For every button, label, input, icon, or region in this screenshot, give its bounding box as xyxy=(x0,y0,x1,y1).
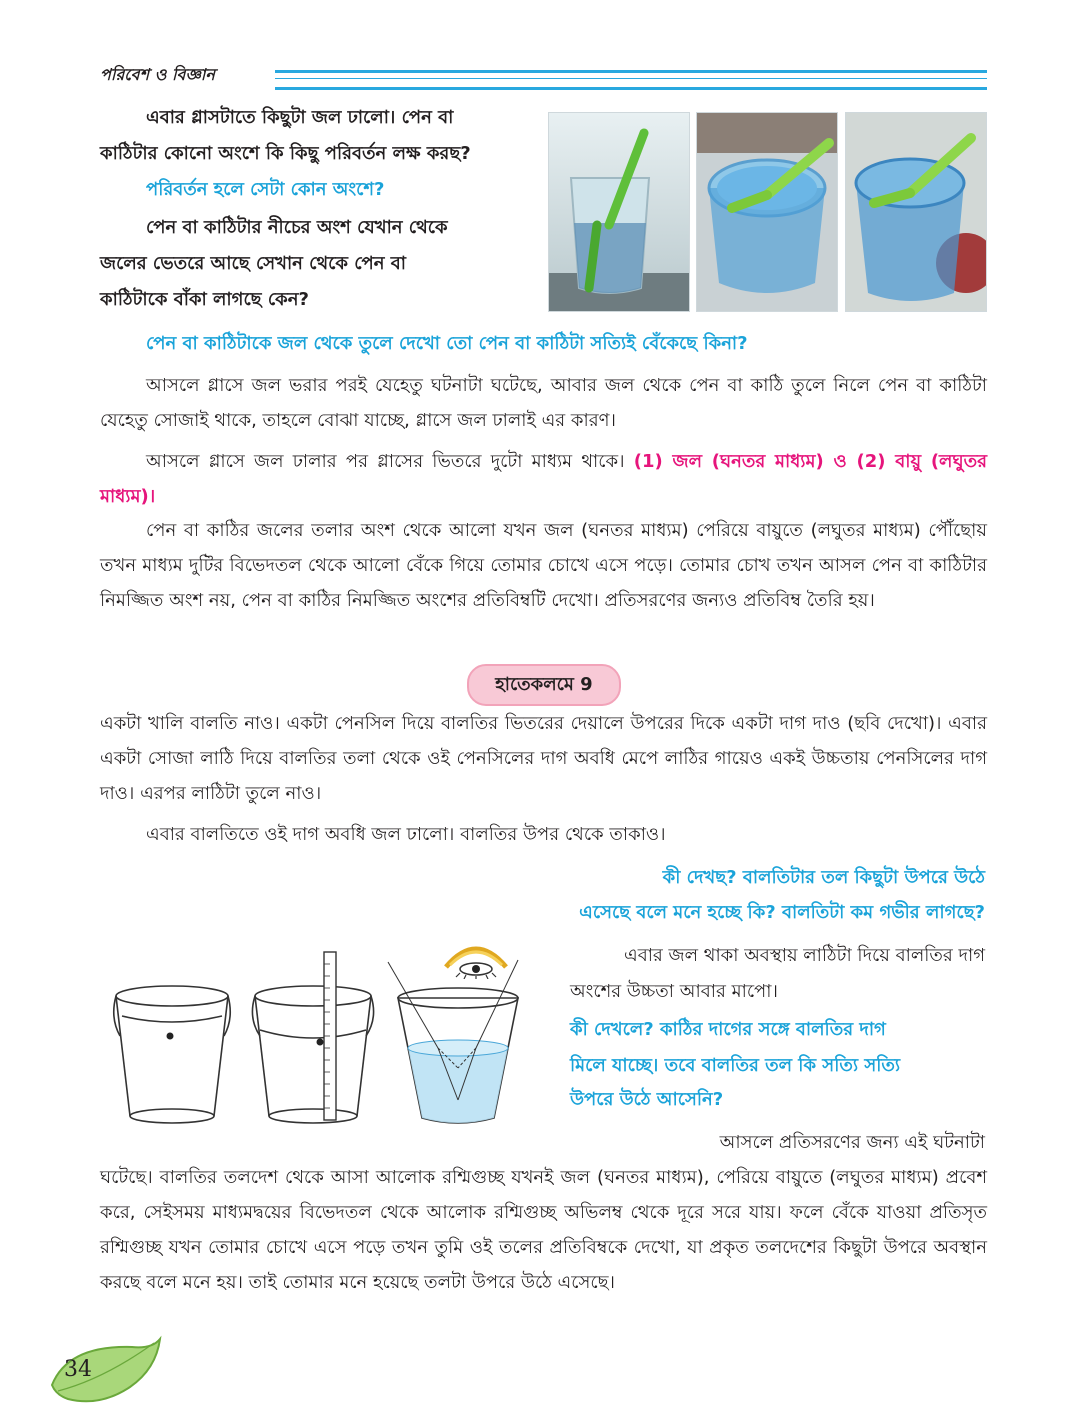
intro-line-2: কাঠিটার কোনো অংশে কি কিছু পরিবর্তন লক্ষ করছ? xyxy=(100,143,471,164)
intro-line-5: কাঠিটাকে বাঁকা লাগছে কেন? xyxy=(100,289,309,310)
running-header-title: পরিবেশ ও বিজ্ঞান xyxy=(100,65,215,84)
paragraph-2-highlight: (1) জল (ঘনতর মাধ্যম) ও (2) বায়ু (লঘুতর মাধ্যম)। xyxy=(100,451,987,507)
paragraph-1: আসলে গ্লাসে জল ভরার পরই যেহেতু ঘটনাটা ঘটেছে, আবার জল থেকে পেন বা কাঠি তুলে নিলে পেন বা কাঠিটা যেহেতু সোজাই থাকে, তাহলে বোঝা যাচ্ছে, গ্লাসে জল ঢালাই এর কারণ। xyxy=(100,375,987,431)
bucket-diagrams xyxy=(108,950,520,1140)
paragraph-2 xyxy=(100,444,987,514)
photo-pen-glass-1 xyxy=(548,112,690,312)
paragraph-6-line-1: এবার জল থাকা অবস্থায় লাঠিটা দিয়ে বালতির দাগ xyxy=(624,945,985,966)
question-3-line-1: কী দেখছ? বালতিটার তল কিছুটা উপরে উঠে xyxy=(662,867,985,888)
paragraph-7-first: আসলে প্রতিসরণের জন্য এই ঘটনাটা xyxy=(719,1132,985,1153)
paragraph-2-text: আসলে গ্লাসে জল ঢালার পর গ্লাসের ভিতরে দুটো মাধ্যম থাকে। xyxy=(146,451,625,472)
page-number: 34 xyxy=(64,1357,92,1382)
paragraph-5: এবার বালতিতে ওই দাগ অবধি জল ঢালো। বালতির উপর থেকে তাকাও। xyxy=(146,824,666,845)
bucket-with-stick xyxy=(252,986,373,1123)
photo-pen-glass-3 xyxy=(845,112,987,312)
paragraph-7-rest: ঘটেছে। বালতির তলদেশ থেকে আসা আলোক রশ্মিগুচ্ছ যখনই জল (ঘনতর মাধ্যম), পেরিয়ে বায়ুতে (লঘুতর মাধ্যম) প্রবেশ করে, সেইসময় মাধ্যমদ্বয়ের বিভেদতল থেকে আলোক রশ্মিগুচ্ছ অভিলম্ব থেকে দূরে সরে যায়। ফলে বেঁকে যাওয়া প্রতিসৃত রশ্মিগুচ্ছ যখন তোমার চোখে এসে পড়ে তখন তুমি ওই তলের প্রতিবিম্বকে দেখো, যা প্রকৃত তলদেশের কিছুটা উপরে অবস্থান করছে বলে মনে হয়। তাই তোমার মনে হয়েছে তলটা উপরে উঠে এসেছে। xyxy=(100,1167,987,1293)
intro-line-1: এবার গ্লাসটাতে কিছুটা জল ঢালো। পেন বা xyxy=(146,107,454,128)
intro-line-4: জলের ভেতরে আছে সেখান থেকে পেন বা xyxy=(100,253,407,274)
bucket-with-water xyxy=(388,960,518,1123)
question-3-line-2: এসেছে বলে মনে হচ্ছে কি? বালতিটা কম গভীর লাগছে? xyxy=(579,902,985,923)
question-4-line-2: মিলে যাচ্ছে। তবে বালতির তল কি সত্যি সত্যি xyxy=(570,1055,901,1076)
question-4-line-3: উপরে উঠে আসেনি? xyxy=(570,1089,724,1110)
page-number-leaf xyxy=(44,1335,164,1415)
question-4-line-1: কী দেখলে? কাঠির দাগের সঙ্গে বালতির দাগ xyxy=(570,1019,886,1040)
photo-pen-glass-2 xyxy=(696,112,838,312)
paragraph-6-line-2: অংশের উচ্চতা আবার মাপো। xyxy=(570,981,778,1002)
paragraph-4: একটা খালি বালতি নাও। একটা পেনসিল দিয়ে বালতির ভিতরের দেয়ালে উপরের দিকে একটা দাগ দাও (ছবি দেখো)। এবার একটা সোজা লাঠি দিয়ে বালতির তলা থেকে ওই পেনসিলের দাগ অবধি মেপে লাঠির গায়েও একই উচ্চতায় পেনসিলের দাগ দাও। এরপর লাঠিটা তুলে নাও। xyxy=(100,713,987,804)
intro-line-3: পেন বা কাঠিটার নীচের অংশ যেখান থেকে xyxy=(146,217,448,238)
header-rule xyxy=(275,70,987,90)
question-pen-bent: পেন বা কাঠিটাকে জল থেকে তুলে দেখো তো পেন বা কাঠিটা সত্যিই বেঁকেছে কিনা? xyxy=(146,333,748,354)
activity-label-badge: হাতেকলমে 9 xyxy=(467,664,621,706)
paragraph-3: পেন বা কাঠির জলের তলার অংশ থেকে আলো যখন জল (ঘনতর মাধ্যম) পেরিয়ে বায়ুতে (লঘুতর মাধ্যম) পৌঁছোয় তখন মাধ্যম দুটির বিভেদতল থেকে আলো বেঁকে গিয়ে তোমার চোখে এসে পড়ে। তোমার চোখ তখন আসল পেন বা কাঠিটার নিমজ্জিত অংশ নয়, পেন বা কাঠির নিমজ্জিত অংশের প্রতিবিম্বটি দেখো। প্রতিসরণের জন্যও প্রতিবিম্ব তৈরি হয়। xyxy=(100,520,987,611)
intro-question: পরিবর্তন হলে সেটা কোন অংশে? xyxy=(146,179,385,200)
bucket-empty xyxy=(114,986,231,1123)
